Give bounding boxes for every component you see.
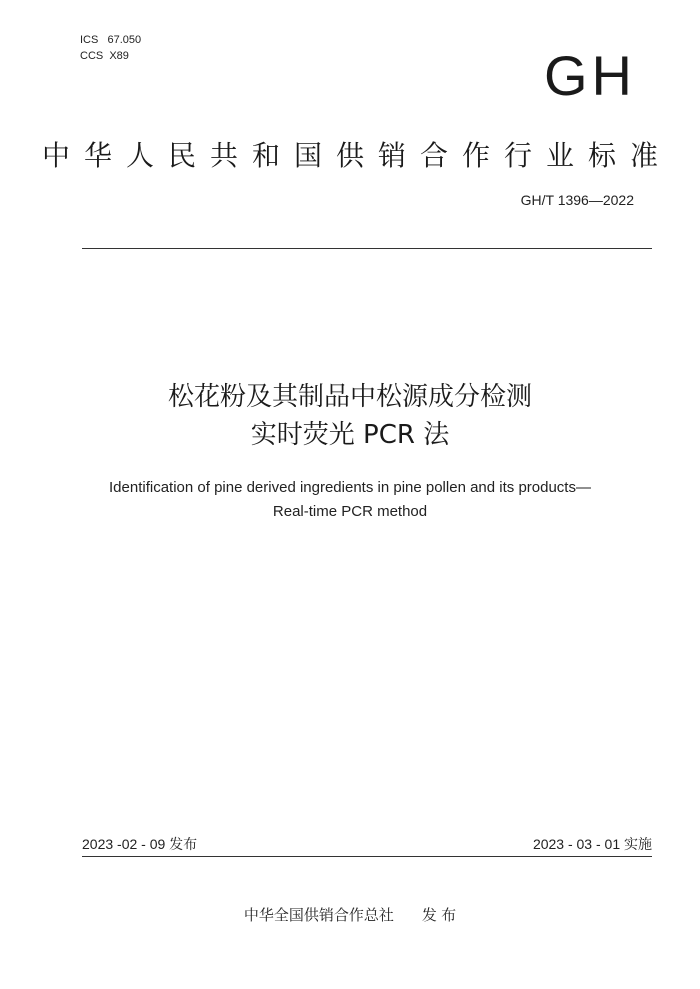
ics-code: ICS 67.050 bbox=[80, 34, 142, 46]
bottom-divider bbox=[82, 856, 652, 857]
publisher bbox=[0, 904, 700, 925]
english-title-line-1: Identification of pine derived ingredients in pine pollen and its products— bbox=[109, 479, 591, 496]
publisher-org: 中华全国供销合作总社 bbox=[243, 907, 394, 924]
classification-codes bbox=[80, 32, 141, 64]
implementation-date: 2023 - 03 - 01 实施 bbox=[532, 836, 652, 852]
gh-logo: GH bbox=[544, 44, 636, 107]
ccs-code: CCS X89 bbox=[80, 50, 129, 62]
standard-code: GH/T 1396—2022 bbox=[520, 192, 634, 208]
standard-category: 中华人民共和国供销合作行业标准 bbox=[41, 139, 672, 172]
english-title-line-2: Real-time PCR method bbox=[272, 503, 428, 520]
english-title bbox=[0, 476, 700, 524]
publisher-action: 发 布 bbox=[421, 907, 457, 924]
chinese-title bbox=[0, 378, 700, 454]
top-divider bbox=[82, 248, 652, 249]
issue-date: 2023 -02 - 09 发布 bbox=[82, 836, 198, 852]
chinese-title-line-2: 实时荧光 PCR 法 bbox=[250, 420, 450, 450]
chinese-title-line-1: 松花粉及其制品中松源成分检测 bbox=[167, 382, 532, 412]
